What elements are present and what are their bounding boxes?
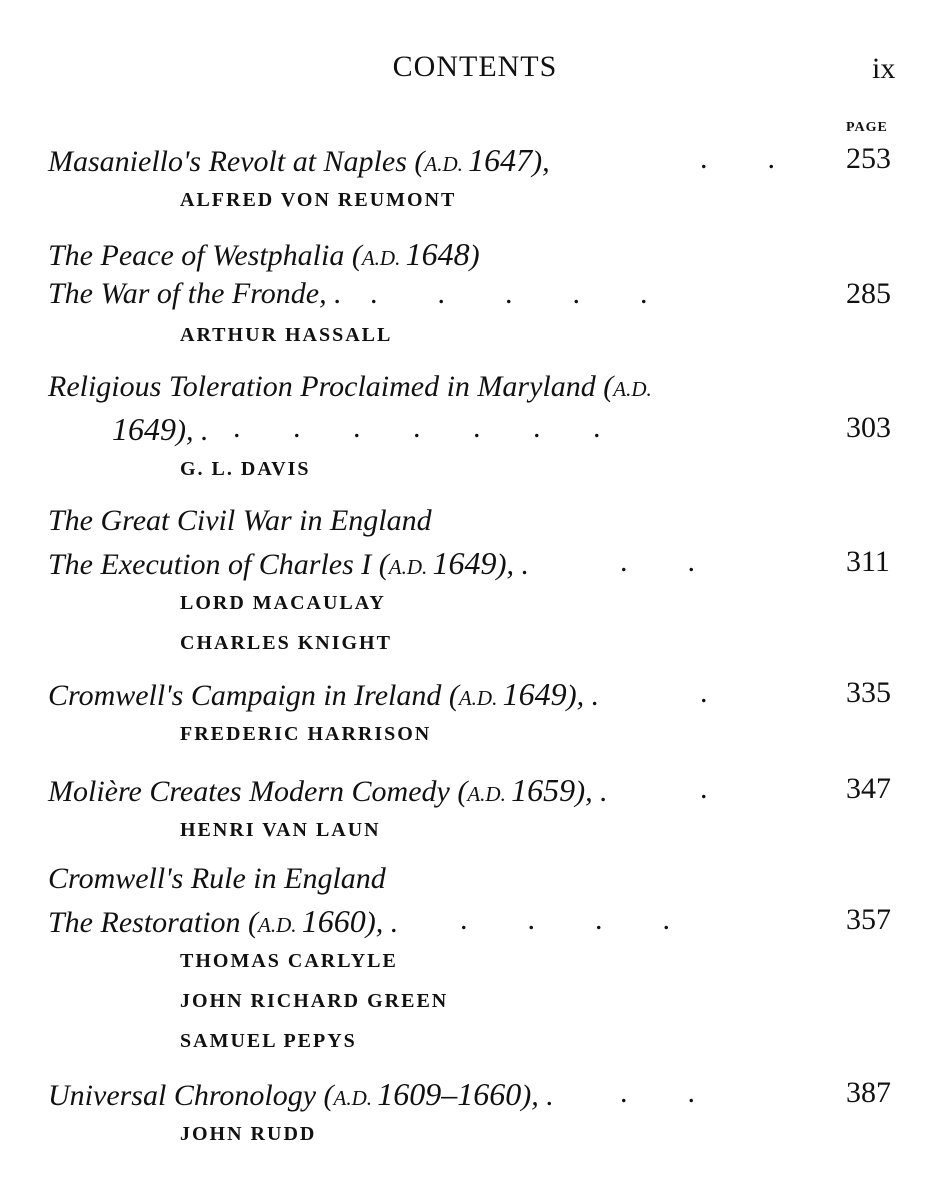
entry-title	[112, 411, 209, 448]
entry-title-punctuation: ), .	[566, 679, 600, 712]
entry-year: 1649	[432, 545, 497, 581]
entry-title-punctuation: ), .	[365, 906, 399, 939]
author-name: CHARLES KNIGHT	[180, 632, 392, 654]
toc-entry	[0, 862, 950, 1064]
entry-title-text: The Great Civil War in England	[48, 504, 432, 537]
toc-entry-title-line	[0, 772, 950, 813]
author-name: HENRI VAN LAUN	[180, 819, 381, 841]
entry-year: 1648	[405, 236, 470, 272]
entry-page-number: 311	[846, 545, 890, 578]
author-line	[0, 626, 950, 666]
entry-title-punctuation: ), .	[575, 775, 608, 808]
entry-title	[48, 142, 550, 179]
author-name: FREDERIC HARRISON	[180, 723, 432, 745]
entry-title-text: Religious Toleration Proclaimed in Maryland (	[48, 370, 614, 403]
toc-entry-title-line	[0, 370, 950, 411]
toc-entry	[0, 676, 950, 757]
dot-leader: . .	[620, 545, 695, 578]
toc-entry-title-line	[0, 676, 950, 717]
author-name: LORD MACAULAY	[180, 592, 386, 614]
dot-leader: . . . . . . .	[233, 411, 601, 444]
author-line	[0, 183, 950, 223]
dot-leader: .	[700, 676, 708, 709]
entry-title-text: The Execution of Charles I (	[48, 548, 389, 581]
toc-entry-title-line	[0, 277, 950, 318]
toc-entry-title-line	[0, 862, 950, 903]
entry-title	[48, 277, 342, 311]
entry-page-number: 335	[846, 676, 891, 709]
author-line	[0, 944, 950, 984]
entry-title	[48, 903, 398, 940]
era-label: A.D.	[361, 246, 406, 270]
page-number: ix	[872, 52, 896, 85]
author-line	[0, 452, 950, 492]
author-name: JOHN RUDD	[180, 1123, 317, 1145]
entry-title	[48, 370, 652, 404]
author-line	[0, 318, 950, 358]
entry-title-text: 1649	[112, 411, 176, 447]
toc-entry	[0, 504, 950, 666]
era-label: A.D.	[388, 555, 433, 579]
toc-entry-title-line	[0, 142, 950, 183]
author-name: THOMAS CARLYLE	[180, 950, 398, 972]
entry-year: 1659	[511, 772, 576, 808]
toc-entry-title-line	[0, 545, 950, 586]
entry-title-punctuation: ), .	[176, 414, 209, 447]
entry-title-text: Molière Creates Modern Comedy (	[48, 775, 468, 808]
entry-page-number: 347	[846, 772, 891, 805]
entry-page-number: 285	[846, 277, 891, 310]
toc-entry	[0, 772, 950, 853]
entry-title-text: Cromwell's Campaign in Ireland (	[48, 679, 459, 712]
entry-title-punctuation: ), .	[496, 548, 530, 581]
entry-title-text: The War of the Fronde, .	[48, 277, 342, 310]
author-line	[0, 1117, 950, 1157]
entry-page-number: 387	[846, 1076, 891, 1109]
page-column-label: PAGE	[846, 120, 888, 135]
author-line	[0, 717, 950, 757]
entry-title	[48, 772, 608, 809]
entry-title-text: The Restoration (	[48, 906, 258, 939]
entry-year: 1647	[468, 142, 533, 178]
dot-leader: . . . . .	[370, 277, 648, 310]
author-name: SAMUEL PEPYS	[180, 1030, 357, 1052]
entry-title-punctuation: ),	[532, 145, 550, 178]
entry-year: 1649	[502, 676, 567, 712]
entry-title-text: Universal Chronology (	[48, 1079, 334, 1112]
page-header	[0, 50, 950, 98]
entry-title	[48, 545, 529, 582]
entry-title-text: Cromwell's Rule in England	[48, 862, 386, 895]
entry-title	[48, 862, 386, 896]
dot-leader: .	[700, 772, 708, 805]
entry-title	[48, 236, 480, 273]
entry-title-text: The Peace of Westphalia (	[48, 239, 362, 272]
era-label: A.D.	[258, 913, 302, 937]
toc-entry-title-line	[0, 236, 950, 277]
toc-entry-title-line	[0, 411, 950, 452]
author-line	[0, 586, 950, 626]
toc-entry-title-line	[0, 1076, 950, 1117]
entry-title	[48, 1076, 554, 1113]
toc-entry	[0, 142, 950, 223]
entry-title-punctuation: )	[469, 239, 480, 272]
author-line	[0, 813, 950, 853]
entry-year: 1660	[301, 903, 366, 939]
entry-title-punctuation: ), .	[521, 1079, 554, 1112]
entry-page-number: 253	[846, 142, 891, 175]
toc-entry-title-line	[0, 504, 950, 545]
author-name: ARTHUR HASSALL	[180, 324, 393, 346]
entry-title-text: Masaniello's Revolt at Naples (	[48, 145, 425, 178]
era-label: A.D.	[613, 377, 652, 401]
page-title: CONTENTS	[392, 50, 558, 83]
dot-leader: . .	[620, 1076, 695, 1109]
toc-entry	[0, 236, 950, 358]
author-name: ALFRED VON REUMONT	[180, 189, 457, 211]
entry-title	[48, 504, 432, 538]
entry-page-number: 357	[846, 903, 891, 936]
era-label: A.D.	[458, 686, 503, 710]
toc-entry	[0, 370, 950, 492]
era-label: A.D.	[467, 782, 512, 806]
author-line	[0, 984, 950, 1024]
dot-leader: . . . .	[460, 903, 670, 936]
author-name: G. L. DAVIS	[180, 458, 311, 480]
entry-title	[48, 676, 599, 713]
toc-entry	[0, 1076, 950, 1157]
dot-leader: . .	[700, 142, 775, 175]
era-label: A.D.	[424, 152, 469, 176]
author-line	[0, 1024, 950, 1064]
era-label: A.D.	[333, 1086, 378, 1110]
toc-entry-title-line	[0, 903, 950, 944]
author-name: JOHN RICHARD GREEN	[180, 990, 449, 1012]
entry-year: 1609–1660	[377, 1076, 522, 1112]
entry-page-number: 303	[846, 411, 891, 444]
